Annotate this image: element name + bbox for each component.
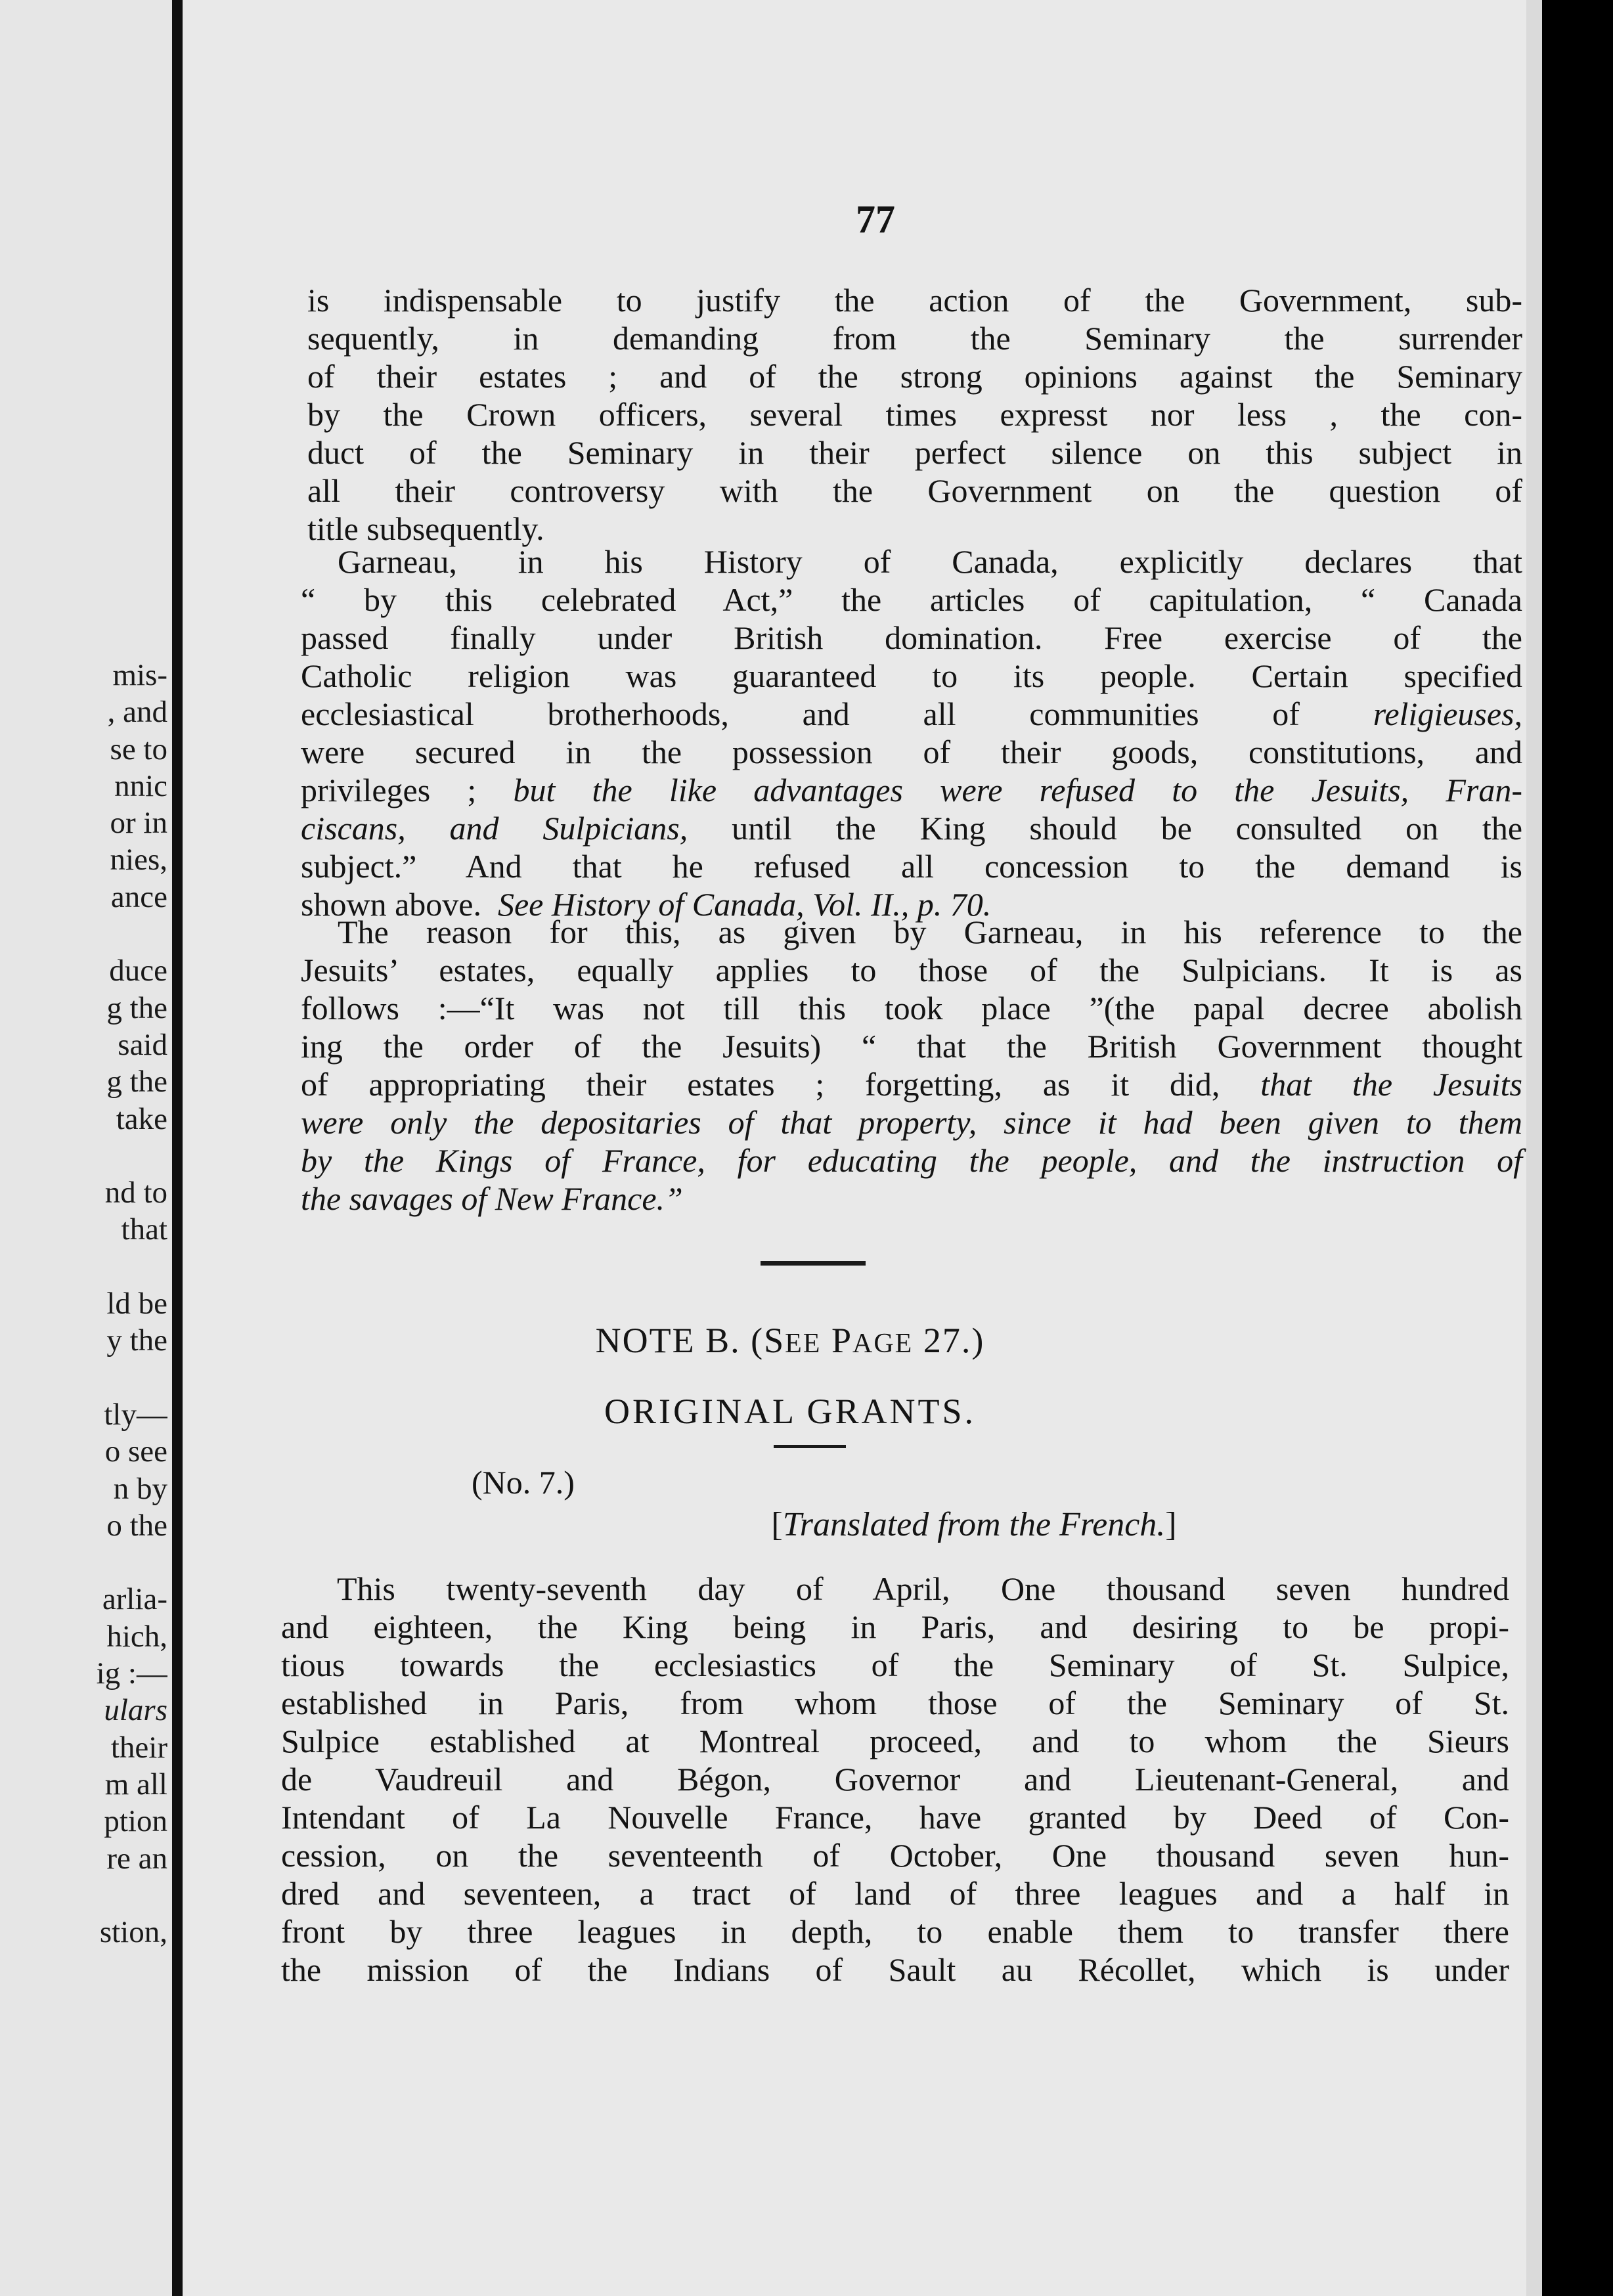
facing-page-fragment: take: [116, 1101, 167, 1136]
text-line: “ by this celebrated Act,” the articles of capitulation, “ Canada: [301, 581, 1522, 618]
line-text: of appropriating their estates ; forgetting, as it did,: [301, 1066, 1220, 1103]
gutter-shadow: [172, 0, 183, 2296]
paragraph-garneau: [301, 542, 1522, 923]
facing-page-fragment: , and: [107, 695, 167, 730]
text-line: and eighteen, the King being in Paris, and desiring to be propi-: [281, 1608, 1509, 1645]
facing-page-fragment: tly—: [104, 1397, 167, 1432]
text-line: [301, 913, 1522, 951]
facing-page-fragment: [0, 1248, 167, 1285]
facing-page-fragment: ance: [110, 879, 167, 914]
heading-part: EE: [785, 1329, 822, 1359]
heading-part: P: [821, 1321, 853, 1360]
text-line: cession, on the seventeenth of October, One thousand seven hun-: [281, 1837, 1509, 1874]
facing-page-fragment: ulars: [104, 1693, 167, 1728]
text-line: Intendant of La Nouvelle France, have granted by Deed of Con-: [281, 1799, 1509, 1836]
text-line: Sulpice established at Montreal proceed, and to whom the Sieurs: [281, 1723, 1509, 1759]
translation-note-text: Translated from the French.: [782, 1506, 1166, 1543]
text-line: sequently, in demanding from the Seminary the surrender: [307, 320, 1522, 357]
text-line: de Vaudreuil and Bégon, Governor and Lieutenant-General, and: [281, 1761, 1509, 1798]
facing-page-fragment: their: [110, 1730, 167, 1765]
line-text: ecclesiastical brotherhoods, and all communities of: [301, 695, 1300, 732]
facing-page-fragment: ption: [104, 1804, 167, 1839]
facing-page-fragment: hich,: [106, 1619, 167, 1654]
text-line: [301, 771, 1522, 809]
text-line: tious towards the ecclesiastics of the Seminary of St. Sulpice,: [281, 1646, 1509, 1683]
facing-page-fragment: mis-: [112, 658, 167, 692]
facing-page-fragment: se to: [110, 732, 167, 766]
heading-part: NOTE B. (S: [595, 1321, 785, 1360]
text-line: were secured in the possession of their goods, constitutions, and: [301, 734, 1522, 770]
text-line: ing the order of the Jesuits) “ that the British Government thought: [301, 1028, 1522, 1065]
facing-page-fragment: [0, 1544, 167, 1581]
paragraph-continuation: [307, 281, 1522, 548]
facing-page-fragment: g the: [106, 990, 167, 1025]
facing-page-fragment: m all: [104, 1767, 167, 1801]
italic-text: ciscans, and Sulpicians,: [301, 810, 688, 847]
line-text: Garneau, in his History of Canada, explicitly declares that: [338, 543, 1522, 580]
facing-page-fragment: ld be: [106, 1287, 167, 1321]
line-text: privileges ;: [301, 772, 477, 808]
text-line: Catholic religion was guaranteed to its people. Certain specified: [301, 657, 1522, 694]
text-line: duct of the Seminary in their perfect silence on this subject in: [307, 434, 1522, 471]
line-text: The reason for this, as given by Garneau, in his reference to the: [338, 914, 1522, 950]
facing-page-fragment: duce: [109, 954, 167, 988]
facing-page-text-fragments: [0, 657, 167, 1951]
paragraph-reason: [301, 913, 1522, 1218]
paragraph-grant-deed: [281, 1570, 1509, 1989]
text-line: [301, 1065, 1522, 1103]
text-line: were only the depositaries of that property, since it had been given to them: [301, 1104, 1522, 1141]
facing-page-fragment: [0, 1137, 167, 1174]
text-line: [301, 542, 1522, 581]
line-text: This twenty-seventh day of April, One thousand seven hundred: [337, 1570, 1509, 1607]
italic-text: but the like advantages were refused to the Jesuits, Fran-: [513, 772, 1523, 808]
heading-part: AGE: [852, 1329, 914, 1359]
facing-page-fragment: n by: [113, 1471, 167, 1506]
section-heading: ORIGINAL GRANTS.: [604, 1392, 976, 1431]
book-page: [183, 0, 1542, 2296]
text-line: is indispensable to justify the action of the Government, sub-: [307, 282, 1522, 319]
text-line: dred and seventeen, a tract of land of three leagues and a half in: [281, 1875, 1509, 1912]
facing-page-fragment: nies,: [110, 843, 167, 877]
facing-page-fragment: or in: [110, 806, 167, 841]
text-line: by the Crown officers, several times expresst nor less , the con-: [307, 396, 1522, 433]
facing-page-fragment: y the: [106, 1323, 167, 1358]
facing-page-fragment: arlia-: [102, 1582, 167, 1617]
text-line: the savages of New France.”: [301, 1180, 683, 1217]
facing-page-fragment: [0, 1877, 167, 1914]
text-line: subject.” And that he refused all concession to the demand is: [301, 848, 1522, 885]
text-line: of their estates ; and of the strong opinions against the Seminary: [307, 358, 1522, 395]
facing-page-fragment: nnic: [114, 768, 167, 803]
facing-page-fragment: g the: [106, 1065, 167, 1099]
facing-page-fragment: [0, 916, 167, 952]
text-line: [281, 1570, 1509, 1608]
italic-text: that the Jesuits: [1260, 1066, 1523, 1103]
facing-page-fragment: that: [121, 1212, 167, 1247]
document-number: (No. 7.): [472, 1464, 575, 1501]
section-divider: [761, 1261, 866, 1266]
line-text: shown above.: [301, 886, 481, 923]
facing-page-fragment: o the: [106, 1508, 167, 1543]
translation-note: [563, 1505, 1384, 1544]
heading-part: 27.): [913, 1321, 985, 1360]
note-heading: [183, 1320, 1398, 1361]
page-number: 77: [856, 198, 895, 241]
text-line: the mission of the Indians of Sault au Récollet, which is under: [281, 1951, 1509, 1988]
text-line: [301, 809, 1522, 847]
italic-text: religieuses,: [1373, 695, 1523, 732]
bracket: ]: [1165, 1506, 1177, 1543]
line-text: until the King should be consulted on the: [732, 810, 1523, 847]
facing-page-fragment: ig :—: [96, 1656, 167, 1691]
facing-page-fragment: [0, 1359, 167, 1396]
facing-page-fragment: stion,: [99, 1915, 167, 1950]
text-line: title subsequently.: [307, 510, 544, 547]
page-edge: [1526, 0, 1542, 2296]
text-line: Jesuits’ estates, equally applies to those of the Sulpicians. It is as: [301, 952, 1522, 988]
facing-page-fragment: re an: [106, 1841, 167, 1876]
text-line: front by three leagues in depth, to enable them to transfer there: [281, 1913, 1509, 1950]
facing-page-fragment: o see: [104, 1434, 167, 1469]
text-line: all their controversy with the Government on the question of: [307, 472, 1522, 509]
text-line: by the Kings of France, for educating the people, and the instruction of: [301, 1142, 1522, 1179]
text-line: passed finally under British domination. Free exercise of the: [301, 619, 1522, 656]
text-line: follows :—“It was not till this took place ”(the papal decree abolish: [301, 990, 1522, 1027]
bracket: [: [771, 1506, 783, 1543]
text-line: [301, 695, 1522, 733]
text-line: established in Paris, from whom those of the Seminary of St.: [281, 1685, 1509, 1721]
facing-page-fragment: said: [118, 1027, 167, 1062]
heading-underline: [774, 1445, 846, 1448]
citation: See History of Canada, Vol. II., p. 70.: [497, 886, 992, 923]
facing-page-edge: [0, 0, 177, 2296]
facing-page-fragment: nd to: [104, 1176, 167, 1210]
